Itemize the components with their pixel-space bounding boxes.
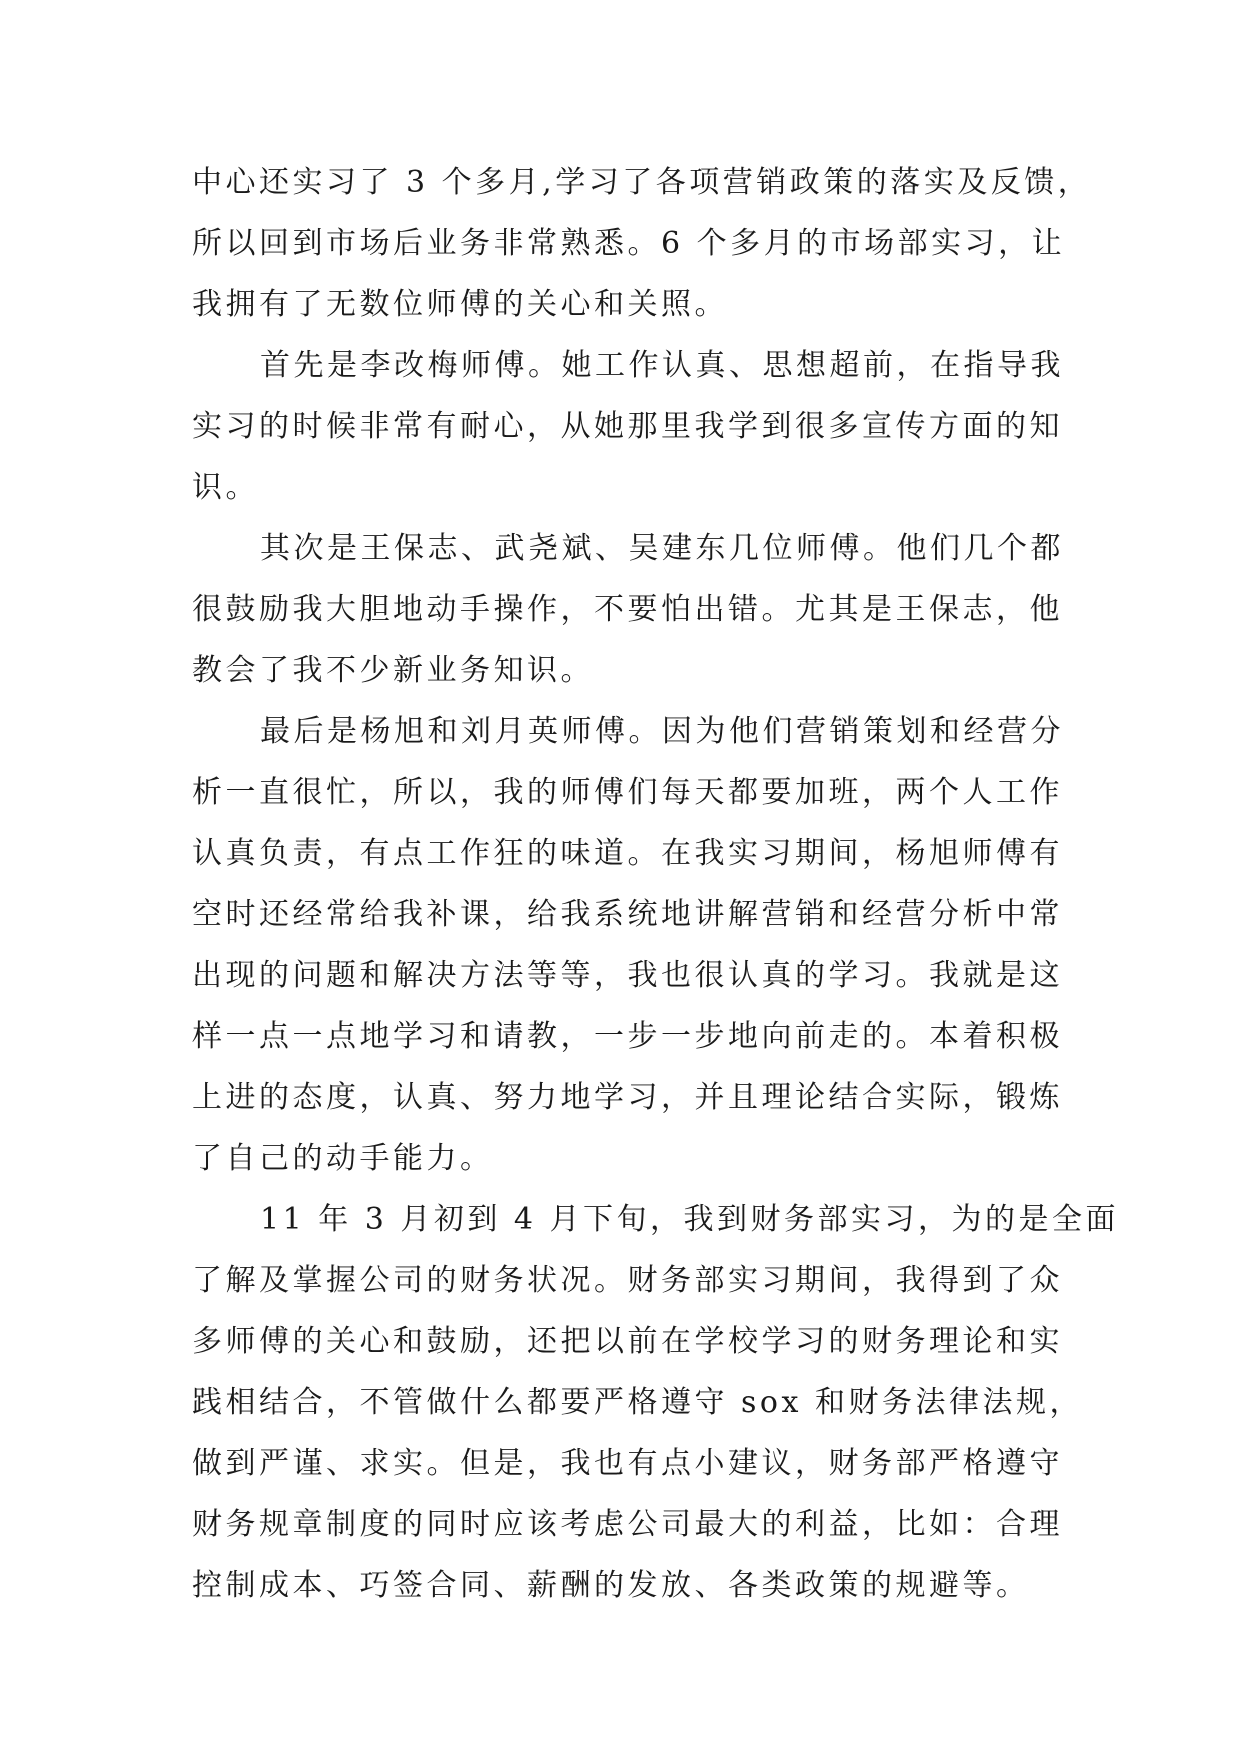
- paragraph-1: [192, 152, 1092, 335]
- text-line: 出现的问题和解决方法等等，我也很认真的学习。我就是这: [192, 958, 1063, 993]
- document-body: [192, 152, 1120, 1616]
- text-line: 多师傅的关心和鼓励，还把以前在学校学习的财务理论和实: [192, 1324, 1063, 1359]
- paragraph-4: [192, 701, 1064, 1189]
- text-line: 最后是杨旭和刘月英师傅。因为他们营销策划和经营分: [260, 714, 1064, 749]
- text-line: 践相结合，不管做什么都要严格遵守 sox 和财务法律法规，: [192, 1385, 1083, 1420]
- text-line: 上进的态度，认真、努力地学习，并且理论结合实际，锻炼: [192, 1080, 1063, 1115]
- paragraph-3: [192, 518, 1064, 701]
- text-line: 很鼓励我大胆地动手操作，不要怕出错。尤其是王保志，他: [192, 592, 1063, 627]
- text-line: 教会了我不少新业务知识。: [192, 653, 594, 688]
- text-line: 了解及掌握公司的财务状况。财务部实习期间，我得到了众: [192, 1263, 1063, 1298]
- text-line: 中心还实习了 3 个多月,学习了各项营销政策的落实及反馈，: [192, 165, 1092, 200]
- text-line: 了自己的动手能力。: [192, 1141, 494, 1176]
- text-line: 样一点一点地学习和请教，一步一步地向前走的。本着积极: [192, 1019, 1063, 1054]
- text-line: 空时还经常给我补课，给我系统地讲解营销和经营分析中常: [192, 897, 1063, 932]
- text-line: 控制成本、巧签合同、薪酬的发放、各类政策的规避等。: [192, 1568, 1030, 1603]
- text-line: 认真负责，有点工作狂的味道。在我实习期间，杨旭师傅有: [192, 836, 1063, 871]
- text-line: 其次是王保志、武尧斌、吴建东几位师傅。他们几个都: [260, 531, 1064, 566]
- text-line: 首先是李改梅师傅。她工作认真、思想超前，在指导我: [260, 348, 1064, 383]
- text-line: 11 年 3 月初到 4 月下旬，我到财务部实习，为的是全面: [260, 1202, 1120, 1237]
- text-line: 所以回到市场后业务非常熟悉。6 个多月的市场部实习，让: [192, 226, 1066, 261]
- text-line: 识。: [192, 470, 259, 505]
- text-line: 我拥有了无数位师傅的关心和关照。: [192, 287, 728, 322]
- paragraph-5: [192, 1189, 1120, 1616]
- paragraph-2: [192, 335, 1064, 518]
- text-line: 财务规章制度的同时应该考虑公司最大的利益，比如：合理: [192, 1507, 1063, 1542]
- text-line: 析一直很忙，所以，我的师傅们每天都要加班，两个人工作: [192, 775, 1063, 810]
- text-line: 实习的时候非常有耐心，从她那里我学到很多宣传方面的知: [192, 409, 1063, 444]
- text-line: 做到严谨、求实。但是，我也有点小建议，财务部严格遵守: [192, 1446, 1063, 1481]
